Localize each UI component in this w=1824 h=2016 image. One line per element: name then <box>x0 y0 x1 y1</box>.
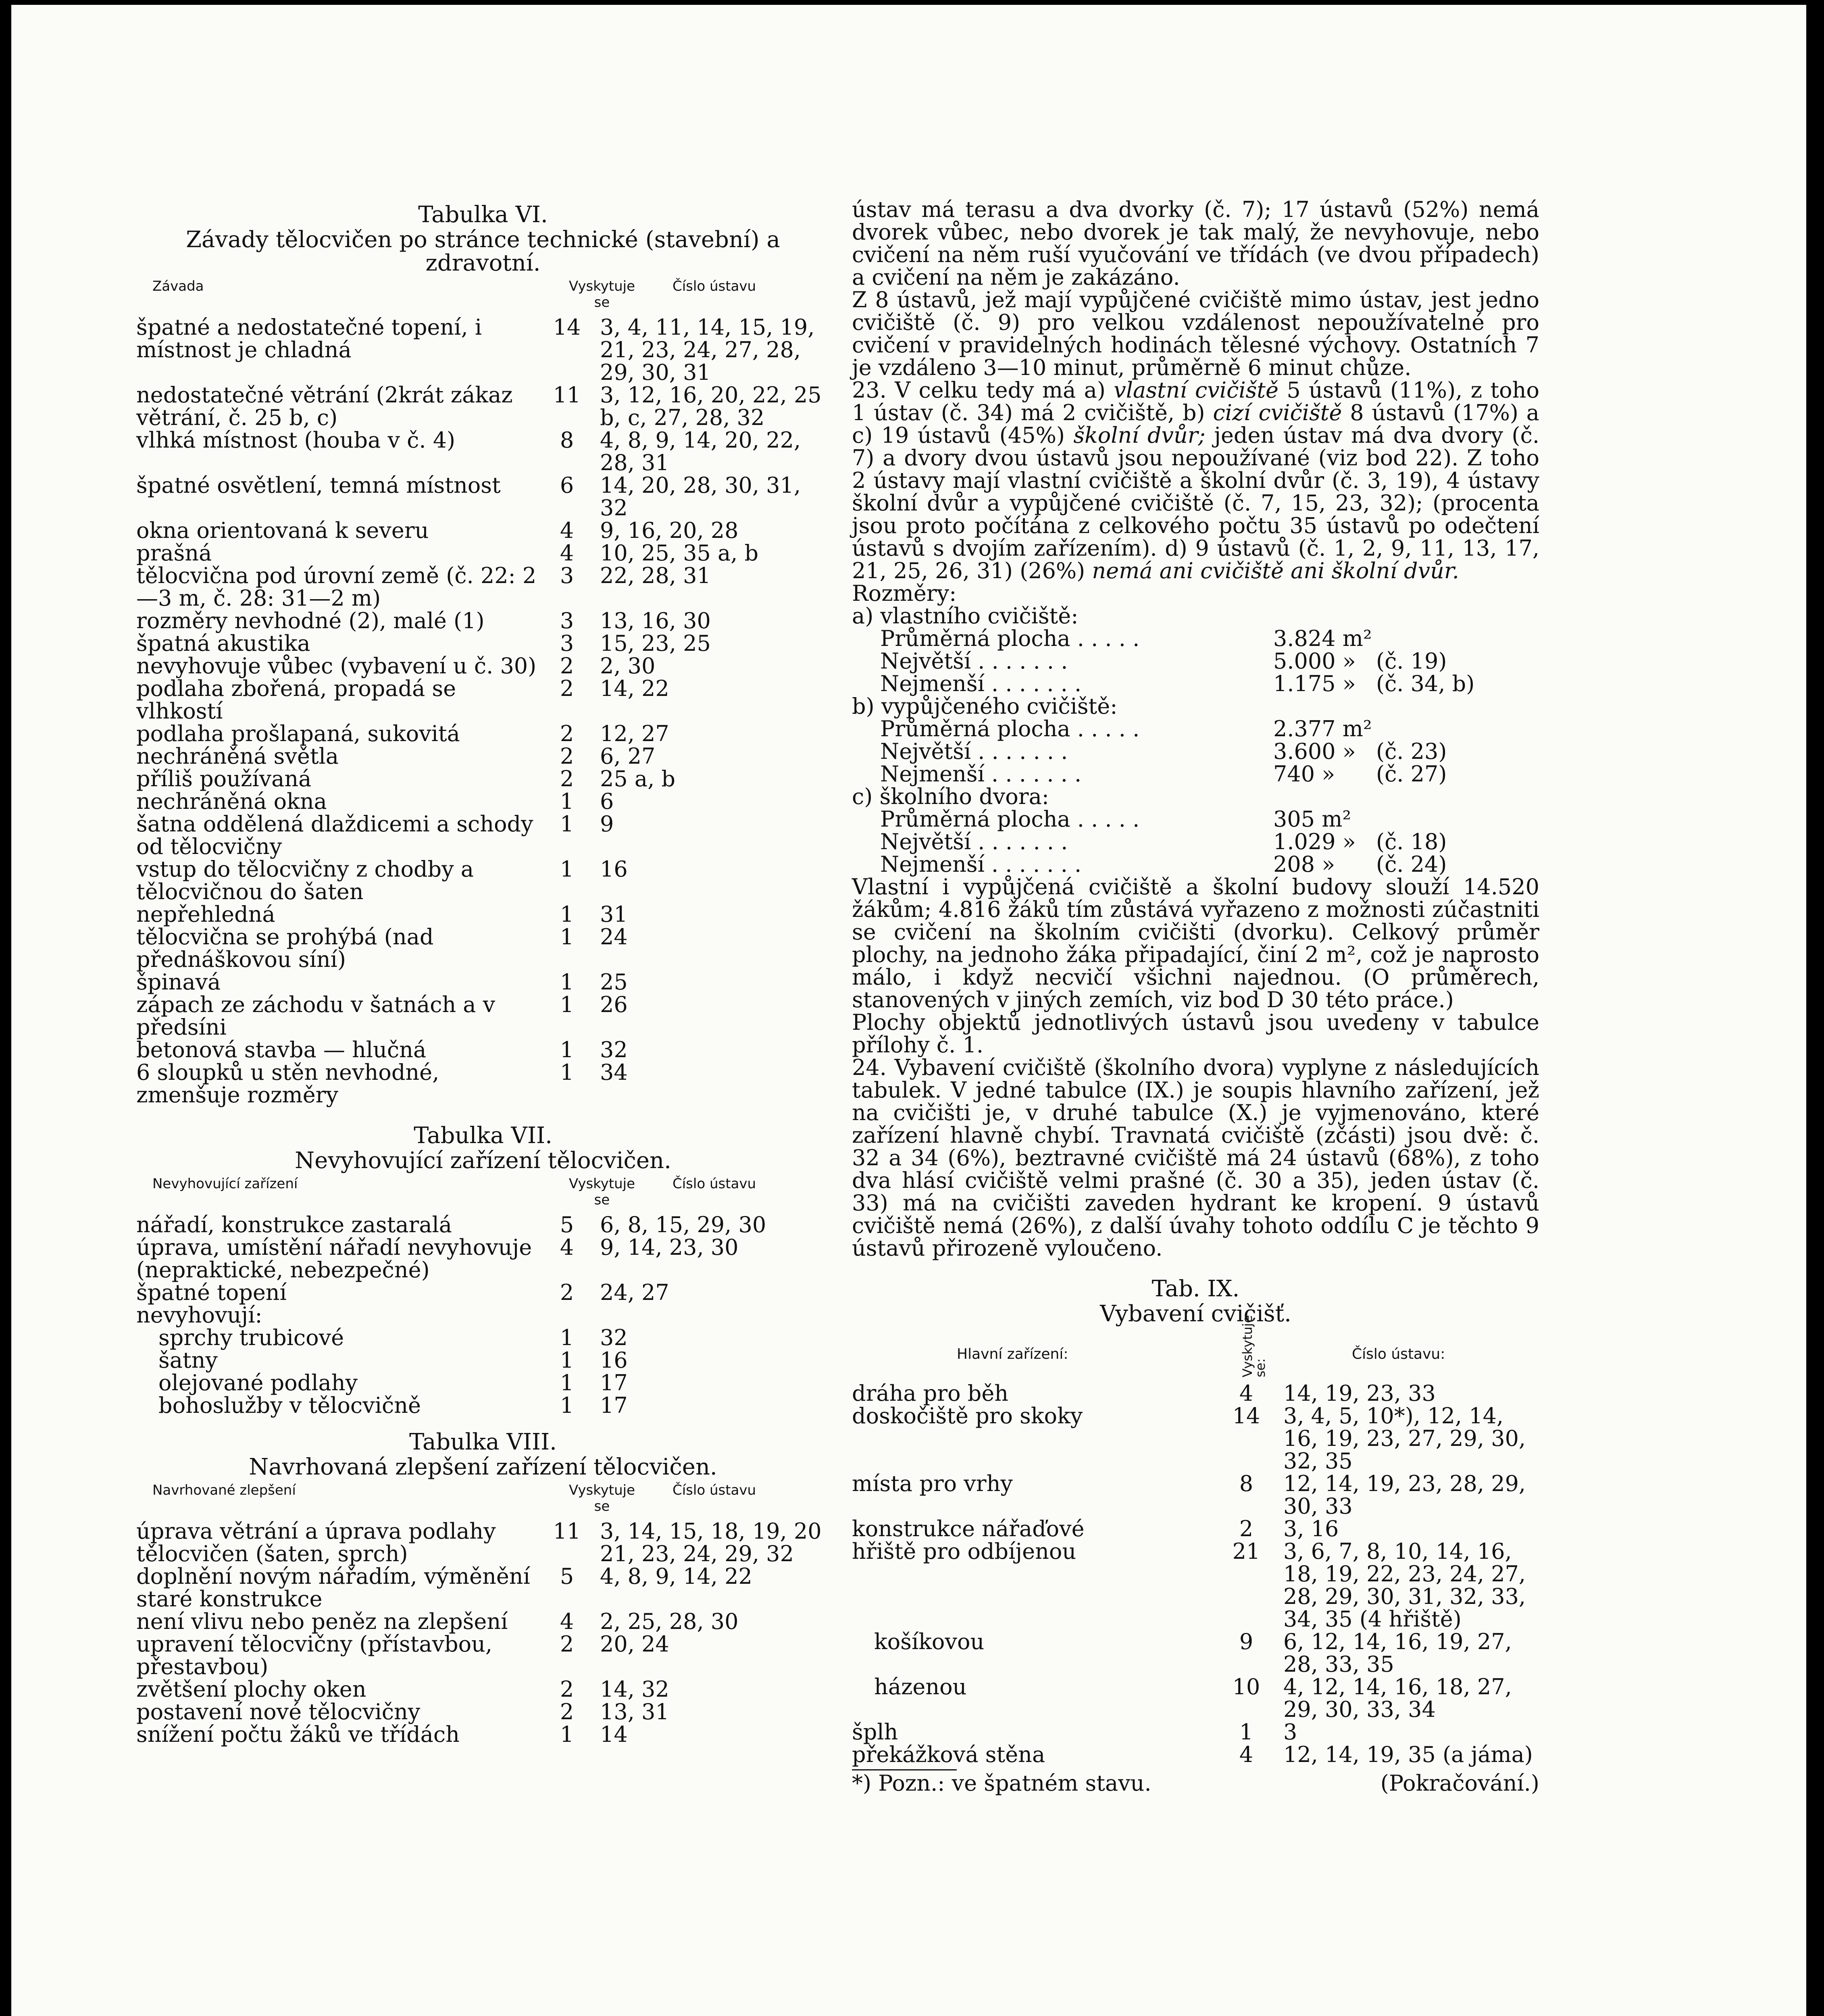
table-7-title: Tabulka VII. <box>414 1123 552 1149</box>
table-row <box>136 610 830 632</box>
cell-count: 3 <box>560 608 574 633</box>
cell-count: 8 <box>560 427 574 453</box>
cell-item: zvětšení plochy oken <box>136 1677 366 1702</box>
cell-institutions: 12, 14, 19, 23, 28, 29, 30, 33 <box>1283 1471 1526 1519</box>
cell-institutions: 26 <box>600 992 628 1017</box>
cell-count: 11 <box>553 1518 581 1544</box>
table-7-col-institution: Číslo ústavu <box>673 1176 756 1192</box>
table-row <box>136 1678 830 1701</box>
table-9-header <box>852 1315 1539 1382</box>
cell-institutions: 4, 8, 9, 14, 22 <box>600 1564 752 1589</box>
cell-count: 3 <box>560 563 574 588</box>
cell-item: šatny <box>158 1347 218 1373</box>
cell-count: 4 <box>560 1235 574 1260</box>
dims-yard-heading: c) školního dvora: <box>852 784 1049 809</box>
cell-item: příliš používaná <box>136 766 312 791</box>
cell-item: nářadí, konstrukce zastaralá <box>136 1212 452 1237</box>
cell-institutions: 17 <box>600 1393 628 1418</box>
cell-institutions: 14, 22 <box>600 676 669 701</box>
cell-count: 1 <box>560 789 574 814</box>
cell-institutions: 10, 25, 35 a, b <box>600 540 759 566</box>
cell-item: šplh <box>852 1719 898 1745</box>
paragraph-appendix: Plochy objektů jednotlivých ústavů jsou uvedeny v tabulce přílohy č. 1. <box>852 1010 1539 1058</box>
cell-institutions: 25 a, b <box>600 766 675 791</box>
table-6-subtitle: Závady tělocvičen po stránce technické (stavební) a zdravotní. <box>186 227 780 276</box>
right-column <box>852 198 1539 1796</box>
cell-item: místa pro vrhy <box>852 1471 1013 1496</box>
cell-institutions: 14, 32 <box>600 1677 669 1702</box>
cell-count: 1 <box>560 1393 574 1418</box>
dims-row: Nejmenší . . . . . . . 1.175 » (č. 34, b) <box>880 671 1475 696</box>
dims-row: Největší . . . . . . . 1.029 » (č. 18) <box>880 829 1447 854</box>
cell-count: 3 <box>560 631 574 656</box>
cell-count: 1 <box>560 992 574 1017</box>
cell-item: tělocvična se prohýbá (nad přednáškovou síní) <box>136 924 434 972</box>
table-7-col-equipment: Nevyhovující zařízení <box>152 1176 298 1192</box>
table-row <box>136 1723 830 1746</box>
cell-institutions: 12, 14, 19, 35 (a jáma) <box>1283 1742 1533 1767</box>
cell-item: snížení počtu žáků ve třídách <box>136 1722 460 1747</box>
cell-item: sprchy trubicové <box>158 1325 344 1350</box>
cell-institutions: 3, 4, 11, 14, 15, 19, 21, 23, 24, 27, 28, 29, 30, 31 <box>600 314 815 385</box>
table-row <box>136 1214 830 1236</box>
table-9-col-equipment: Hlavní zařízení: <box>957 1346 1068 1362</box>
cell-item: házenou <box>874 1674 967 1699</box>
cell-item: vlhká místnost (houba v č. 4) <box>136 427 456 453</box>
cell-item: vstup do tělocvičny z chodby a tělocvičnou do šaten <box>136 856 474 904</box>
table-row <box>136 903 830 926</box>
cell-institutions: 32 <box>600 1325 628 1350</box>
cell-item: zápach ze záchodu v šatnách a v předsíni <box>136 992 496 1040</box>
cell-count <box>539 1304 600 1327</box>
cell-institutions: 25 <box>600 969 628 995</box>
cell-count: 1 <box>560 1325 574 1350</box>
cell-item: okna orientovaná k severu <box>136 518 429 543</box>
table-row <box>852 1518 1539 1540</box>
cell-item: postavení nové tělocvičny <box>136 1699 421 1724</box>
cell-institutions: 3, 16 <box>1283 1516 1339 1541</box>
cell-item: podlaha prošlapaná, sukovitá <box>136 721 460 746</box>
table-row <box>852 1382 1539 1405</box>
table-8 <box>136 1520 830 1746</box>
table-row <box>136 429 830 474</box>
cell-institutions: 6, 8, 15, 29, 30 <box>600 1212 766 1237</box>
cell-count: 2 <box>560 1699 574 1724</box>
cell-item: bohoslužby v tělocvičně <box>158 1393 421 1418</box>
table-row <box>136 1281 830 1304</box>
table-6-col-occurs: Vyskytuje se <box>568 278 635 310</box>
table-row <box>136 745 830 768</box>
cell-item: špatné topení <box>136 1280 287 1305</box>
dimensions-heading: Rozměry: <box>852 581 957 606</box>
cell-count: 1 <box>560 924 574 950</box>
cell-institutions: 9 <box>600 811 614 837</box>
table-8-col-improvement: Navrhované zlepšení <box>152 1482 296 1498</box>
cell-institutions: 14, 19, 23, 33 <box>1283 1381 1436 1406</box>
page <box>11 5 1806 2016</box>
cell-institutions: 13, 16, 30 <box>600 608 711 633</box>
table-8-col-occurs: Vyskytuje se <box>568 1482 635 1514</box>
cell-item: nevyhovuje vůbec (vybavení u č. 30) <box>136 653 537 679</box>
cell-institutions: 17 <box>600 1370 628 1395</box>
table-6-col-defect: Závada <box>152 278 204 294</box>
table-row <box>136 1236 830 1281</box>
table-row <box>136 926 830 971</box>
table-8-header <box>136 1482 830 1518</box>
cell-institutions: 6, 12, 14, 16, 19, 27, 28, 33, 35 <box>1283 1629 1512 1677</box>
cell-item: betonová stavba — hlučná <box>136 1037 427 1062</box>
table-row <box>136 993 830 1039</box>
footnote: *) Pozn.: ve špatném stavu. <box>852 1770 1151 1796</box>
cell-count: 2 <box>560 1631 574 1657</box>
table-7-header <box>136 1176 830 1211</box>
dims-row: Průměrná plocha . . . . . 305 m² <box>880 806 1351 832</box>
cell-count: 1 <box>560 1060 574 1085</box>
cell-count: 2 <box>560 766 574 791</box>
table-7 <box>136 1214 830 1417</box>
cell-count: 6 <box>560 473 574 498</box>
table-row <box>136 971 830 993</box>
cell-item: úprava větrání a úprava podlahy tělocvičen (šaten, sprch) <box>136 1518 496 1566</box>
table-row <box>852 1540 1539 1631</box>
cell-item: úprava, umístění nářadí nevyhovuje (nepraktické, nebezpečné) <box>136 1235 532 1283</box>
dims-own-heading: a) vlastního cvičiště: <box>852 603 1079 629</box>
cell-item: nechráněná okna <box>136 789 327 814</box>
table-row <box>136 1349 830 1372</box>
cell-count: 14 <box>553 314 581 340</box>
table-6 <box>136 316 830 1106</box>
cell-item: nechráněná světla <box>136 744 339 769</box>
cell-institutions: 6, 27 <box>600 744 656 769</box>
cell-item: košíkovou <box>874 1629 985 1654</box>
table-row <box>136 655 830 677</box>
cell-institutions: 22, 28, 31 <box>600 563 711 588</box>
dims-row: Největší . . . . . . . 5.000 » (č. 19) <box>880 648 1447 674</box>
table-8-subtitle: Navrhovaná zlepšení zařízení tělocvičen. <box>249 1454 717 1480</box>
cell-institutions: 9, 14, 23, 30 <box>600 1235 739 1260</box>
cell-count: 14 <box>1232 1403 1260 1429</box>
dims-row: Průměrná plocha . . . . . 3.824 m² <box>880 626 1372 651</box>
table-row <box>852 1721 1539 1743</box>
table-row <box>852 1405 1539 1472</box>
cell-item: špatné a nedostatečné topení, i místnost je chladná <box>136 314 482 362</box>
table-6-header <box>136 278 830 314</box>
cell-count: 2 <box>560 744 574 769</box>
cell-count: 1 <box>560 811 574 837</box>
cell-count: 4 <box>1239 1381 1253 1406</box>
cell-item: konstrukce nářaďové <box>852 1516 1085 1541</box>
cell-institutions: 4, 12, 14, 16, 18, 27, 29, 30, 33, 34 <box>1283 1674 1512 1722</box>
cell-item: není vlivu nebo peněz na zlepšení <box>136 1609 508 1634</box>
table-row <box>136 1520 830 1565</box>
cell-institutions: 12, 27 <box>600 721 669 746</box>
table-row <box>136 564 830 610</box>
dims-row: Největší . . . . . . . 3.600 » (č. 23) <box>880 739 1447 764</box>
table-row <box>136 519 830 542</box>
table-9-subtitle: Vybavení cvičišť. <box>1100 1301 1291 1327</box>
cell-item: nevyhovují: <box>136 1302 262 1328</box>
dims-row: Průměrná plocha . . . . . 2.377 m² <box>880 716 1372 741</box>
cell-item: hřiště pro odbíjenou <box>852 1539 1076 1564</box>
cell-count: 4 <box>560 1609 574 1634</box>
cell-count: 1 <box>560 1722 574 1747</box>
table-row <box>136 677 830 723</box>
table-row <box>136 632 830 655</box>
cell-count: 2 <box>560 653 574 679</box>
cell-count: 2 <box>560 721 574 746</box>
table-7-subtitle: Nevyhovující zařízení tělocvičen. <box>295 1148 671 1174</box>
table-row <box>136 1327 830 1349</box>
cell-institutions: 3, 6, 7, 8, 10, 14, 16, 18, 19, 22, 23, 24, 27, 28, 29, 30, 31, 32, 33, 34, 35 (4 hřiště) <box>1283 1539 1526 1632</box>
cell-count: 4 <box>1239 1742 1253 1767</box>
table-row <box>136 813 830 858</box>
cell-count: 5 <box>560 1212 574 1237</box>
cell-item: nepřehledná <box>136 902 275 927</box>
cell-count: 2 <box>560 1280 574 1305</box>
cell-institutions: 34 <box>600 1060 628 1085</box>
table-row <box>136 474 830 519</box>
table-row <box>852 1631 1539 1676</box>
cell-item: olejované podlahy <box>158 1370 358 1395</box>
cell-institutions: 15, 23, 25 <box>600 631 711 656</box>
table-9-col-occurs: Vyskytuje se: <box>1240 1315 1268 1377</box>
cell-institutions: 24, 27 <box>600 1280 669 1305</box>
table-8-col-institution: Číslo ústavu <box>673 1482 756 1498</box>
cell-item: upravení tělocvičny (přístavbou, přestavbou) <box>136 1631 493 1679</box>
table-row <box>852 1472 1539 1518</box>
table-row <box>852 1743 1539 1766</box>
cell-institutions: 3, 4, 5, 10*), 12, 14, 16, 19, 23, 27, 29, 30, 32, 35 <box>1283 1403 1526 1474</box>
cell-count: 2 <box>560 676 574 701</box>
cell-count: 1 <box>560 902 574 927</box>
table-9-col-institution: Číslo ústavu: <box>1352 1346 1445 1362</box>
cell-count: 8 <box>1239 1471 1253 1496</box>
cell-item: 6 sloupků u stěn nevhodné, zmenšuje rozměry <box>136 1060 439 1108</box>
table-row <box>136 1372 830 1394</box>
cell-institutions: 6 <box>600 789 614 814</box>
cell-institutions: 24 <box>600 924 628 950</box>
cell-institutions: 31 <box>600 902 628 927</box>
table-row <box>136 1565 830 1610</box>
cell-count: 4 <box>560 518 574 543</box>
paragraph-section-23: 23. V celku tedy má a) vlastní cvičiště 5 ústavů (11%), z toho 1 ústav (č. 34) má 2 cvičiště, b) cizí cvičiště 8 ústavů (17%) a c) 19 ústavů (45%) školní dvůr; jeden ústav má dva dvory (č. 7) a dvory dvou ústavů jsou nepoužívané (viz bod 22). Z toho 2 ústavy mají vlastní cvičiště a školní dvůr (č. 3, 19), 4 ústavy školní dvůr a vypůjčené cvičiště (č. 7, 15, 23, 32); (procenta jsou proto počítána z celkového počtu 35 ústavů po odečtení ústavů s dvojím zařízením). d) 9 ústavů (č. 1, 2, 9, 11, 13, 17, 21, 25, 26, 31) (26%) nemá ani cvičiště ani školní dvůr. <box>852 377 1540 583</box>
paragraph-courtyards: ústav má terasu a dva dvorky (č. 7); 17 ústavů (52%) nemá dvorek vůbec, nebo dvorek je tak malý, že nevyhovuje, nebo cvičení na něm ruší vyučování ve třídách (ve dvou případech) a cvičení na něm je zakázáno. <box>852 197 1539 290</box>
cell-institutions: 16 <box>600 856 628 882</box>
cell-count: 1 <box>560 969 574 995</box>
cell-count: 5 <box>560 1564 574 1589</box>
cell-item: špatná akustika <box>136 631 310 656</box>
cell-count: 1 <box>560 1370 574 1395</box>
cell-count: 1 <box>560 1037 574 1062</box>
dimensions-block <box>852 582 1539 876</box>
dims-row: Nejmenší . . . . . . . 208 » (č. 24) <box>880 852 1447 877</box>
cell-item: prašná <box>136 540 212 566</box>
cell-item: podlaha zbořená, propadá se vlhkostí <box>136 676 456 724</box>
table-row <box>136 768 830 790</box>
table-row <box>136 1304 830 1327</box>
cell-item: tělocvična pod úrovní země (č. 22: 2—3 m, č. 28: 31—2 m) <box>136 563 537 611</box>
cell-institutions: 2, 25, 28, 30 <box>600 1609 739 1634</box>
table-row <box>136 1061 830 1106</box>
cell-institutions: 32 <box>600 1037 628 1062</box>
cell-institutions: 3 <box>1283 1719 1297 1745</box>
table-8-title: Tabulka VIII. <box>409 1429 557 1455</box>
table-6-title: Tabulka VI. <box>418 202 548 228</box>
cell-count: 11 <box>553 382 581 408</box>
cell-count: 9 <box>1239 1629 1253 1654</box>
cell-item: špinavá <box>136 969 221 995</box>
cell-item: dráha pro běh <box>852 1381 1009 1406</box>
cell-item: nedostatečné větrání (2krát zákaz větrání, č. 25 b, c) <box>136 382 513 430</box>
cell-institutions: 3, 14, 15, 18, 19, 20 21, 23, 24, 29, 32 <box>600 1518 822 1566</box>
dims-row: Nejmenší . . . . . . . 740 » (č. 27) <box>880 761 1447 787</box>
dims-borrowed-heading: b) vypůjčeného cvičiště: <box>852 694 1118 719</box>
table-9-title: Tab. IX. <box>1151 1276 1240 1302</box>
cell-institutions: 14 <box>600 1722 628 1747</box>
table-9 <box>852 1382 1539 1766</box>
paragraph-section-24: 24. Vybavení cvičiště (školního dvora) vyplyne z následujících tabulek. V jedné tabulce (IX.) je soupis hlavního zařízení, jež na cvičišti je, v druhé tabulce (X.) je vyjmenováno, které zařízení hlavně chybí. Travnatá cvičiště (zčásti) jsou dvě: č. 32 a 34 (6%), beztravné cvičiště má 24 ústavů (68%), z toho dva hlásí cvičiště velmi prašné (č. 30 a 35), jeden ústav (č. 33) má na cvičišti zaveden hydrant ke kropení. 9 ústavů cvičiště nemá (26%), z další úvahy tohoto oddílu C je těchto 9 ústavů přirozeně vyloučeno. <box>852 1055 1539 1261</box>
table-row <box>136 1039 830 1061</box>
table-row <box>136 316 830 384</box>
cell-item: rozměry nevhodné (2), malé (1) <box>136 608 485 633</box>
cell-institutions: 9, 16, 20, 28 <box>600 518 739 543</box>
table-row <box>136 1394 830 1417</box>
cell-count: 1 <box>1239 1719 1253 1745</box>
table-row <box>136 790 830 813</box>
table-row <box>136 858 830 903</box>
cell-item: doplnění novým nářadím, výměnění staré konstrukce <box>136 1564 530 1612</box>
cell-item: překážková stěna <box>852 1742 1045 1767</box>
cell-item: šatna oddělená dlaždicemi a schody od tělocvičny <box>136 811 533 859</box>
cell-institutions: 14, 20, 28, 30, 31, 32 <box>600 473 801 521</box>
cell-count: 21 <box>1232 1539 1260 1564</box>
table-row <box>136 1633 830 1678</box>
continued-note: (Pokračování.) <box>1380 1770 1539 1796</box>
footnote-row <box>852 1772 1539 1796</box>
cell-count: 4 <box>560 540 574 566</box>
table-row <box>852 1676 1539 1721</box>
cell-count: 1 <box>560 1347 574 1373</box>
cell-institutions: 3, 12, 16, 20, 22, 25 b, c, 27, 28, 32 <box>600 382 822 430</box>
cell-institutions: 4, 8, 9, 14, 20, 22, 28, 31 <box>600 427 801 475</box>
cell-institutions <box>600 1304 830 1327</box>
paragraph-borrowed-grounds: Z 8 ústavů, jež mají vypůjčené cvičiště mimo ústav, jest jedno cvičiště (č. 9) pro velkou vzdálenost nepoužívatelné pro cvičení v pravidelných hodinách tělesné výchovy. Ostatních 7 je vzdáleno 3—10 minut, průměrně 6 minut chůze. <box>852 287 1539 380</box>
cell-institutions: 16 <box>600 1347 628 1373</box>
cell-count: 2 <box>1239 1516 1253 1541</box>
cell-count: 10 <box>1232 1674 1260 1699</box>
table-row <box>136 1701 830 1723</box>
cell-institutions: 2, 30 <box>600 653 656 679</box>
cell-count: 1 <box>560 856 574 882</box>
cell-item: doskočiště pro skoky <box>852 1403 1083 1429</box>
cell-institutions: 13, 31 <box>600 1699 669 1724</box>
table-7-col-occurs: Vyskytuje se <box>568 1176 635 1208</box>
left-column <box>136 198 830 1746</box>
table-row <box>136 723 830 745</box>
table-row <box>136 542 830 564</box>
cell-count: 2 <box>560 1677 574 1702</box>
table-row <box>136 384 830 429</box>
paragraph-pupils: Vlastní i vypůjčená cvičiště a školní budovy slouží 14.520 žákům; 4.816 žáků tím zůstává vyřazeno z možnosti zúčastniti se cvičení na školním cvičišti (dvorku). Celkový průměr plochy, na jednoho žáka připadající, činí 2 m², což je naprosto málo, i když necvičí všichni najednou. (O průměrech, stanovených v jiných zemích, viz bod D 30 této práce.) <box>852 874 1539 1012</box>
table-6-col-institution: Číslo ústavu <box>673 278 756 294</box>
table-row <box>136 1610 830 1633</box>
cell-institutions: 20, 24 <box>600 1631 669 1657</box>
cell-item: špatné osvětlení, temná místnost <box>136 473 501 498</box>
